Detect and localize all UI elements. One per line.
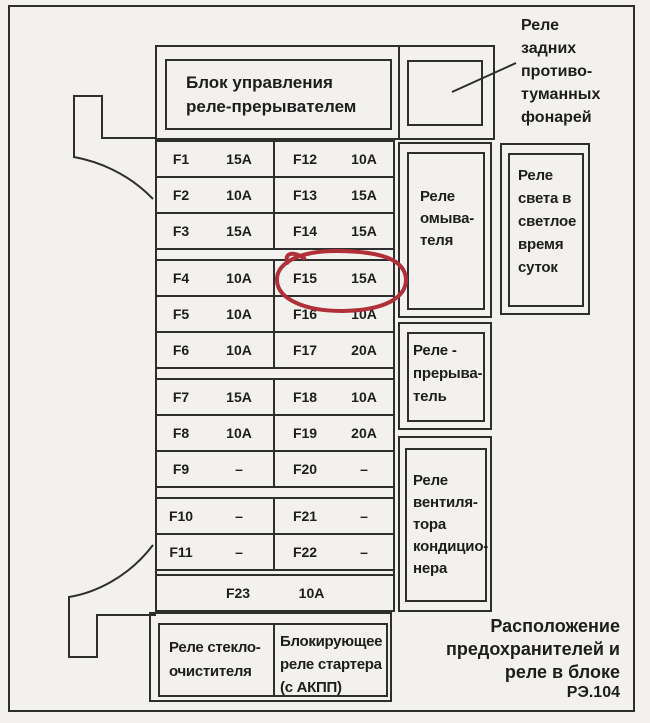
fuse-id: F17 — [292, 342, 318, 358]
figure-caption-line: реле в блоке — [504, 662, 620, 682]
figure-caption — [446, 615, 620, 684]
control-block-label: Блок управления реле-прерывателем — [186, 72, 357, 116]
fuse-amp: 20A — [351, 342, 377, 358]
fuse-amp: 10A — [226, 306, 252, 322]
fuse-id: F13 — [292, 187, 318, 203]
bottom-relay-box — [149, 612, 392, 702]
fuse-id: F12 — [292, 151, 318, 167]
interrupter-relay-label-box — [407, 332, 485, 422]
control-block-box — [155, 45, 495, 140]
bottom-relay-cells — [158, 623, 388, 697]
fuse-id: F8 — [172, 425, 190, 441]
starter-lock-relay-label-line: Блокирующее — [280, 633, 383, 650]
fuse-amp: – — [360, 508, 368, 524]
fuse-amp: 10A — [226, 342, 252, 358]
fuse-id: F20 — [292, 461, 318, 477]
ac-fan-relay-label-line: тора — [413, 516, 447, 533]
daytime-light-relay-label-line: время — [518, 236, 564, 253]
fuse-amp: 15A — [226, 389, 252, 405]
fuse-row-f8-f19 — [155, 414, 395, 452]
fuse-amp: 15A — [351, 270, 377, 286]
fuse-id: F3 — [172, 223, 190, 239]
rear-fog-relay-label — [521, 14, 600, 129]
wiper-relay-label-line: очистителя — [169, 663, 252, 680]
fuse-row-f9-f20 — [155, 450, 395, 488]
fuse-id: F1 — [172, 151, 190, 167]
fuse-id: F23 — [225, 585, 251, 601]
fuse-id: F15 — [292, 270, 318, 286]
fuse-row-f6-f17 — [155, 331, 395, 369]
rear-fog-relay-label-line: фонарей — [521, 109, 592, 126]
fuse-amp: – — [360, 461, 368, 477]
fuse-cell-f4 — [157, 261, 275, 295]
fuse-id: F2 — [172, 187, 190, 203]
control-block-label-box — [165, 59, 392, 130]
washer-relay-label-box — [407, 152, 485, 310]
daytime-light-relay-label-line: светлое — [518, 213, 577, 230]
fuse-row-f7-f18 — [155, 378, 395, 416]
fuse-table — [155, 140, 395, 612]
figure-caption-line: предохранителей и — [446, 639, 620, 659]
fuse-amp: 10A — [226, 187, 252, 203]
fuse-row-f1-f12 — [155, 140, 395, 178]
fuse-cell-f7 — [157, 380, 275, 414]
figure-code: РЭ.104 — [566, 684, 620, 701]
ac-fan-relay-label-line: вентиля- — [413, 494, 478, 511]
fuse-id: F18 — [292, 389, 318, 405]
fuse-cell-f5 — [157, 297, 275, 331]
figure-caption-line: Расположение — [490, 616, 620, 636]
fuse-cell-f9 — [157, 452, 275, 486]
fuse-cell-f17 — [275, 333, 393, 367]
control-block-left-compartment — [157, 47, 400, 138]
rear-fog-relay-slot-box — [407, 60, 483, 126]
fuse-amp: 20A — [351, 425, 377, 441]
fuse-cell-f20 — [275, 452, 393, 486]
fuse-row-f10-f21 — [155, 497, 395, 535]
wiper-relay-cell — [160, 625, 275, 695]
fuse-id: F9 — [172, 461, 190, 477]
washer-relay-box — [398, 142, 492, 318]
fuse-id: F19 — [292, 425, 318, 441]
fuse-row-f23 — [155, 574, 395, 612]
fuse-amp: 15A — [351, 223, 377, 239]
fuse-cell-f21 — [275, 499, 393, 533]
fuse-amp: 15A — [351, 187, 377, 203]
ac-fan-relay-label-line: кондицио- — [413, 538, 489, 555]
fuse-row-f5-f16 — [155, 295, 395, 333]
fuse-amp: 10A — [351, 306, 377, 322]
fuse-id: F14 — [292, 223, 318, 239]
fuse-id: F10 — [168, 508, 194, 524]
interrupter-relay-label-line: Реле - — [413, 342, 457, 359]
interrupter-relay-box — [398, 322, 492, 430]
fuse-row-f4-f15 — [155, 259, 395, 297]
washer-relay-label-line: Реле — [420, 188, 455, 205]
daytime-light-relay-label-line: Реле — [518, 167, 553, 184]
fuse-amp: 10A — [298, 585, 325, 601]
fuse-row-f3-f14 — [155, 212, 395, 250]
fuse-amp: 15A — [226, 223, 252, 239]
ac-fan-relay-label-box — [405, 448, 487, 602]
fuse-row-f2-f13 — [155, 176, 395, 214]
fuse-amp: – — [235, 508, 243, 524]
fuse-amp: – — [235, 461, 243, 477]
control-block-right-compartment — [400, 47, 493, 138]
daytime-light-relay-label-line: света в — [518, 190, 572, 207]
fuse-id: F7 — [172, 389, 190, 405]
fuse-id: F11 — [169, 544, 193, 560]
ac-fan-relay-box — [398, 436, 492, 612]
fuse-amp: 10A — [226, 425, 252, 441]
fuse-row-f11-f22 — [155, 533, 395, 571]
fuse-cell-f2 — [157, 178, 275, 212]
fuse-cell-f12 — [275, 142, 393, 176]
fuse-id: F6 — [172, 342, 190, 358]
fuse-id: F4 — [172, 270, 190, 286]
starter-lock-relay-label-line: реле стартера — [280, 656, 382, 673]
fuse-cell-f1 — [157, 142, 275, 176]
fuse-cell-f11 — [157, 535, 275, 569]
starter-lock-relay-cell — [275, 625, 386, 695]
fuse-id: F5 — [172, 306, 190, 322]
rear-fog-relay-label-line: задних — [521, 40, 577, 57]
daytime-light-relay-box — [500, 143, 590, 315]
fuse-cell-f13 — [275, 178, 393, 212]
wiper-relay-label-line: Реле стекло- — [169, 639, 261, 656]
interrupter-relay-label-line: прерыва- — [413, 365, 483, 382]
fuse-amp: – — [360, 544, 368, 560]
rear-fog-relay-label-line: туманных — [521, 86, 601, 103]
fuse-amp: 10A — [351, 151, 377, 167]
fuse-amp: 15A — [226, 151, 252, 167]
daytime-light-relay-label-line: суток — [518, 259, 558, 276]
fuse-id: F16 — [292, 306, 318, 322]
interrupter-relay-label-line: тель — [413, 388, 447, 405]
washer-relay-label-line: теля — [420, 232, 454, 249]
starter-lock-relay-label-line: (с АКПП) — [280, 679, 342, 696]
fuse-amp: 10A — [226, 270, 252, 286]
rear-fog-relay-label-line: противо- — [521, 63, 593, 80]
fuse-id: F22 — [292, 544, 318, 560]
fuse-cell-f6 — [157, 333, 275, 367]
fuse-cell-f14 — [275, 214, 393, 248]
fuse-cell-f10 — [157, 499, 275, 533]
daytime-light-relay-label-box — [508, 153, 584, 307]
fuse-id: F21 — [292, 508, 318, 524]
fuse-cell-f19 — [275, 416, 393, 450]
fuse-cell-f16 — [275, 297, 393, 331]
rear-fog-relay-label-line: Реле — [521, 17, 560, 34]
ac-fan-relay-label-line: Реле — [413, 472, 448, 489]
fuse-cell-f3 — [157, 214, 275, 248]
fuse-cell-f15-highlighted — [275, 261, 393, 295]
washer-relay-label-line: омыва- — [420, 210, 475, 227]
fuse-cell-f22 — [275, 535, 393, 569]
ac-fan-relay-label-line: нера — [413, 560, 448, 577]
fuse-cell-f18 — [275, 380, 393, 414]
fuse-amp: 10A — [351, 389, 377, 405]
fuse-cell-f8 — [157, 416, 275, 450]
fuse-amp: – — [235, 544, 243, 560]
